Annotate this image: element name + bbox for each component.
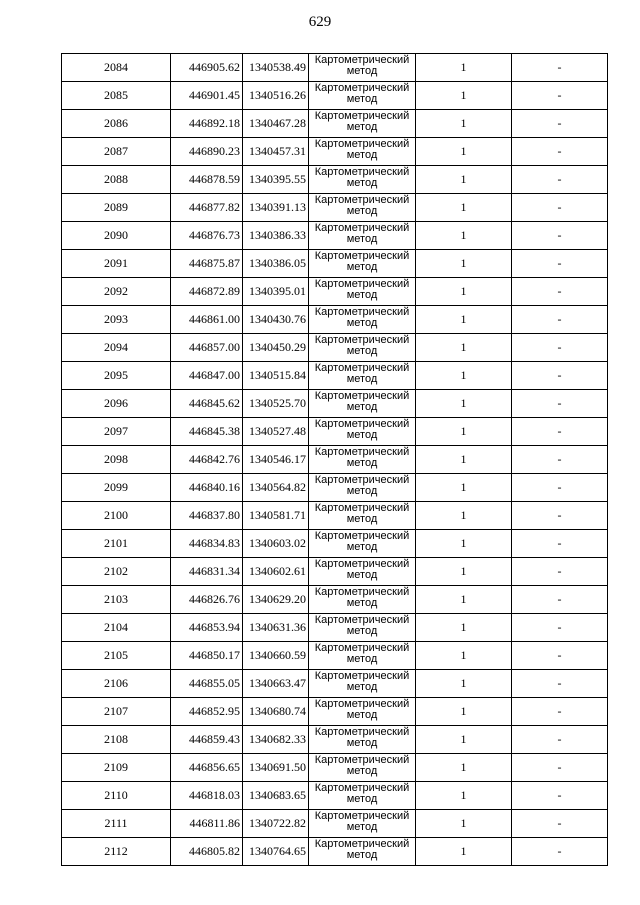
x-coordinate-cell: 446811.86 (171, 810, 243, 838)
x-coordinate-cell: 446905.62 (171, 54, 243, 82)
y-coordinate-cell: 1340564.82 (243, 474, 309, 502)
method-cell: Картометрический метод (309, 502, 416, 530)
table-row (62, 810, 608, 838)
value-cell: 1 (416, 754, 512, 782)
table-row (62, 54, 608, 82)
method-cell: Картометрический метод (309, 222, 416, 250)
value-cell: 1 (416, 362, 512, 390)
y-coordinate-cell: 1340629.20 (243, 586, 309, 614)
note-cell: - (512, 754, 608, 782)
point-id-cell: 2109 (62, 754, 171, 782)
x-coordinate-cell: 446831.34 (171, 558, 243, 586)
note-cell: - (512, 278, 608, 306)
y-coordinate-cell: 1340581.71 (243, 502, 309, 530)
y-coordinate-cell: 1340391.13 (243, 194, 309, 222)
x-coordinate-cell: 446834.83 (171, 530, 243, 558)
x-coordinate-cell: 446876.73 (171, 222, 243, 250)
y-coordinate-cell: 1340663.47 (243, 670, 309, 698)
y-coordinate-cell: 1340395.01 (243, 278, 309, 306)
point-id-cell: 2088 (62, 166, 171, 194)
y-coordinate-cell: 1340683.65 (243, 782, 309, 810)
note-cell: - (512, 838, 608, 866)
note-cell: - (512, 250, 608, 278)
table-row (62, 250, 608, 278)
value-cell: 1 (416, 698, 512, 726)
method-cell: Картометрический метод (309, 670, 416, 698)
y-coordinate-cell: 1340516.26 (243, 82, 309, 110)
y-coordinate-cell: 1340450.29 (243, 334, 309, 362)
method-cell: Картометрический метод (309, 530, 416, 558)
note-cell: - (512, 698, 608, 726)
point-id-cell: 2112 (62, 838, 171, 866)
y-coordinate-cell: 1340457.31 (243, 138, 309, 166)
x-coordinate-cell: 446805.82 (171, 838, 243, 866)
value-cell: 1 (416, 54, 512, 82)
x-coordinate-cell: 446857.00 (171, 334, 243, 362)
x-coordinate-cell: 446892.18 (171, 110, 243, 138)
table-row (62, 474, 608, 502)
note-cell: - (512, 194, 608, 222)
table-row (62, 418, 608, 446)
x-coordinate-cell: 446852.95 (171, 698, 243, 726)
note-cell: - (512, 558, 608, 586)
point-id-cell: 2089 (62, 194, 171, 222)
x-coordinate-cell: 446845.38 (171, 418, 243, 446)
value-cell: 1 (416, 726, 512, 754)
point-id-cell: 2090 (62, 222, 171, 250)
table-row (62, 362, 608, 390)
note-cell: - (512, 586, 608, 614)
method-cell: Картометрический метод (309, 138, 416, 166)
method-cell: Картометрический метод (309, 166, 416, 194)
point-id-cell: 2096 (62, 390, 171, 418)
note-cell: - (512, 54, 608, 82)
table-row (62, 670, 608, 698)
x-coordinate-cell: 446890.23 (171, 138, 243, 166)
y-coordinate-cell: 1340603.02 (243, 530, 309, 558)
table-row (62, 586, 608, 614)
point-id-cell: 2099 (62, 474, 171, 502)
x-coordinate-cell: 446818.03 (171, 782, 243, 810)
point-id-cell: 2084 (62, 54, 171, 82)
y-coordinate-cell: 1340386.05 (243, 250, 309, 278)
value-cell: 1 (416, 418, 512, 446)
note-cell: - (512, 614, 608, 642)
method-cell: Картометрический метод (309, 474, 416, 502)
table-row (62, 558, 608, 586)
table-row (62, 838, 608, 866)
table-row (62, 726, 608, 754)
point-id-cell: 2085 (62, 82, 171, 110)
point-id-cell: 2097 (62, 418, 171, 446)
table-row (62, 754, 608, 782)
method-cell: Картометрический метод (309, 306, 416, 334)
point-id-cell: 2108 (62, 726, 171, 754)
y-coordinate-cell: 1340722.82 (243, 810, 309, 838)
value-cell: 1 (416, 474, 512, 502)
method-cell: Картометрический метод (309, 698, 416, 726)
note-cell: - (512, 446, 608, 474)
point-id-cell: 2087 (62, 138, 171, 166)
y-coordinate-cell: 1340691.50 (243, 754, 309, 782)
method-cell: Картометрический метод (309, 558, 416, 586)
note-cell: - (512, 530, 608, 558)
y-coordinate-cell: 1340538.49 (243, 54, 309, 82)
note-cell: - (512, 110, 608, 138)
method-cell: Картометрический метод (309, 54, 416, 82)
value-cell: 1 (416, 334, 512, 362)
coordinates-table (61, 53, 608, 866)
point-id-cell: 2111 (62, 810, 171, 838)
value-cell: 1 (416, 138, 512, 166)
value-cell: 1 (416, 670, 512, 698)
x-coordinate-cell: 446847.00 (171, 362, 243, 390)
note-cell: - (512, 166, 608, 194)
method-cell: Картометрический метод (309, 334, 416, 362)
point-id-cell: 2094 (62, 334, 171, 362)
value-cell: 1 (416, 502, 512, 530)
y-coordinate-cell: 1340395.55 (243, 166, 309, 194)
method-cell: Картометрический метод (309, 390, 416, 418)
method-cell: Картометрический метод (309, 82, 416, 110)
table-row (62, 782, 608, 810)
note-cell: - (512, 782, 608, 810)
table-row (62, 446, 608, 474)
y-coordinate-cell: 1340682.33 (243, 726, 309, 754)
method-cell: Картометрический метод (309, 782, 416, 810)
value-cell: 1 (416, 810, 512, 838)
value-cell: 1 (416, 614, 512, 642)
value-cell: 1 (416, 222, 512, 250)
x-coordinate-cell: 446878.59 (171, 166, 243, 194)
table-row (62, 138, 608, 166)
y-coordinate-cell: 1340527.48 (243, 418, 309, 446)
point-id-cell: 2103 (62, 586, 171, 614)
note-cell: - (512, 222, 608, 250)
y-coordinate-cell: 1340660.59 (243, 642, 309, 670)
value-cell: 1 (416, 166, 512, 194)
method-cell: Картометрический метод (309, 194, 416, 222)
point-id-cell: 2092 (62, 278, 171, 306)
coordinates-table-body (62, 54, 608, 866)
note-cell: - (512, 726, 608, 754)
method-cell: Картометрический метод (309, 418, 416, 446)
value-cell: 1 (416, 194, 512, 222)
method-cell: Картометрический метод (309, 726, 416, 754)
point-id-cell: 2110 (62, 782, 171, 810)
method-cell: Картометрический метод (309, 614, 416, 642)
note-cell: - (512, 390, 608, 418)
x-coordinate-cell: 446859.43 (171, 726, 243, 754)
x-coordinate-cell: 446877.82 (171, 194, 243, 222)
note-cell: - (512, 418, 608, 446)
note-cell: - (512, 362, 608, 390)
x-coordinate-cell: 446855.05 (171, 670, 243, 698)
table-row (62, 698, 608, 726)
method-cell: Картометрический метод (309, 446, 416, 474)
table-row (62, 334, 608, 362)
value-cell: 1 (416, 446, 512, 474)
value-cell: 1 (416, 82, 512, 110)
value-cell: 1 (416, 306, 512, 334)
point-id-cell: 2100 (62, 502, 171, 530)
point-id-cell: 2086 (62, 110, 171, 138)
value-cell: 1 (416, 838, 512, 866)
x-coordinate-cell: 446840.16 (171, 474, 243, 502)
x-coordinate-cell: 446826.76 (171, 586, 243, 614)
note-cell: - (512, 82, 608, 110)
x-coordinate-cell: 446901.45 (171, 82, 243, 110)
table-row (62, 82, 608, 110)
x-coordinate-cell: 446837.80 (171, 502, 243, 530)
table-row (62, 222, 608, 250)
note-cell: - (512, 502, 608, 530)
y-coordinate-cell: 1340764.65 (243, 838, 309, 866)
method-cell: Картометрический метод (309, 278, 416, 306)
y-coordinate-cell: 1340467.28 (243, 110, 309, 138)
point-id-cell: 2104 (62, 614, 171, 642)
value-cell: 1 (416, 390, 512, 418)
x-coordinate-cell: 446853.94 (171, 614, 243, 642)
table-row (62, 642, 608, 670)
value-cell: 1 (416, 250, 512, 278)
table-row (62, 278, 608, 306)
point-id-cell: 2107 (62, 698, 171, 726)
y-coordinate-cell: 1340602.61 (243, 558, 309, 586)
value-cell: 1 (416, 110, 512, 138)
x-coordinate-cell: 446850.17 (171, 642, 243, 670)
note-cell: - (512, 474, 608, 502)
value-cell: 1 (416, 530, 512, 558)
x-coordinate-cell: 446872.89 (171, 278, 243, 306)
x-coordinate-cell: 446875.87 (171, 250, 243, 278)
table-row (62, 110, 608, 138)
point-id-cell: 2106 (62, 670, 171, 698)
value-cell: 1 (416, 642, 512, 670)
method-cell: Картометрический метод (309, 110, 416, 138)
method-cell: Картометрический метод (309, 362, 416, 390)
point-id-cell: 2102 (62, 558, 171, 586)
method-cell: Картометрический метод (309, 250, 416, 278)
x-coordinate-cell: 446861.00 (171, 306, 243, 334)
note-cell: - (512, 642, 608, 670)
y-coordinate-cell: 1340525.70 (243, 390, 309, 418)
table-row (62, 194, 608, 222)
value-cell: 1 (416, 782, 512, 810)
note-cell: - (512, 306, 608, 334)
value-cell: 1 (416, 586, 512, 614)
table-row (62, 502, 608, 530)
value-cell: 1 (416, 558, 512, 586)
method-cell: Картометрический метод (309, 586, 416, 614)
x-coordinate-cell: 446842.76 (171, 446, 243, 474)
method-cell: Картометрический метод (309, 810, 416, 838)
point-id-cell: 2098 (62, 446, 171, 474)
point-id-cell: 2095 (62, 362, 171, 390)
note-cell: - (512, 334, 608, 362)
method-cell: Картометрический метод (309, 754, 416, 782)
y-coordinate-cell: 1340680.74 (243, 698, 309, 726)
y-coordinate-cell: 1340386.33 (243, 222, 309, 250)
note-cell: - (512, 670, 608, 698)
y-coordinate-cell: 1340631.36 (243, 614, 309, 642)
x-coordinate-cell: 446845.62 (171, 390, 243, 418)
method-cell: Картометрический метод (309, 838, 416, 866)
note-cell: - (512, 138, 608, 166)
table-row (62, 614, 608, 642)
table-row (62, 530, 608, 558)
x-coordinate-cell: 446856.65 (171, 754, 243, 782)
point-id-cell: 2091 (62, 250, 171, 278)
point-id-cell: 2101 (62, 530, 171, 558)
table-row (62, 166, 608, 194)
note-cell: - (512, 810, 608, 838)
y-coordinate-cell: 1340515.84 (243, 362, 309, 390)
method-cell: Картометрический метод (309, 642, 416, 670)
y-coordinate-cell: 1340430.76 (243, 306, 309, 334)
table-row (62, 306, 608, 334)
point-id-cell: 2105 (62, 642, 171, 670)
page-number: 629 (308, 14, 332, 30)
point-id-cell: 2093 (62, 306, 171, 334)
table-row (62, 390, 608, 418)
y-coordinate-cell: 1340546.17 (243, 446, 309, 474)
value-cell: 1 (416, 278, 512, 306)
